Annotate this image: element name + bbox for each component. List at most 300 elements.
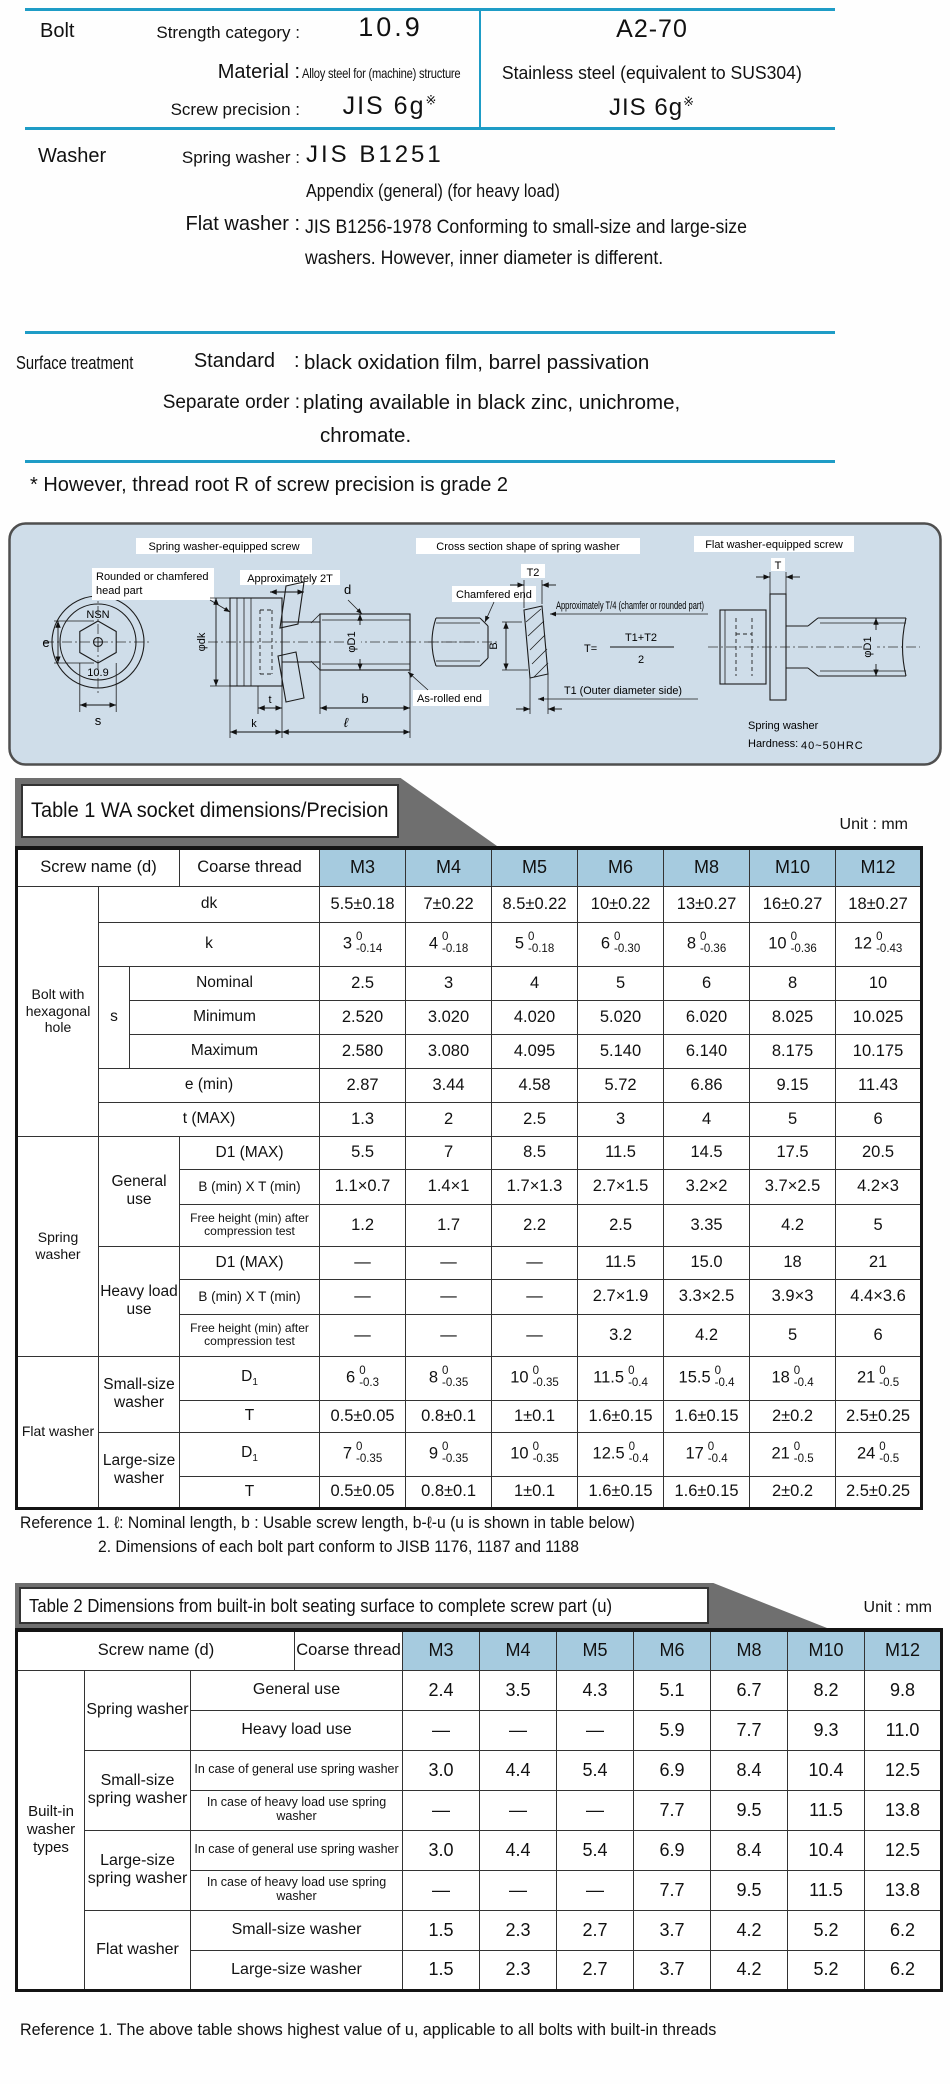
table-row-label: Large-size spring washer [85,1830,191,1910]
formula-numerator: T1+T2 [624,632,658,644]
screw-name-header: Screw name (d) [17,848,180,886]
table-value-cell: 7±0.22 [406,886,492,922]
table-value-cell: — [480,1710,557,1750]
table-value-cell: 12.5 0 -0.4 [578,1432,664,1476]
table-value-cell: 3.5 [480,1670,557,1710]
table-value-cell: 5.72 [578,1068,664,1102]
size-column-header: M6 [634,1630,711,1670]
table-value-cell: 3.44 [406,1068,492,1102]
table-row-label: s [99,966,130,1068]
table-value-cell: 6.7 [711,1670,788,1710]
divider-line [25,127,835,130]
table-value-cell: 3.0 [403,1830,480,1870]
table-value-cell: 18±0.27 [836,886,922,922]
table-value-cell: 3.9×3 [750,1279,836,1314]
table-value-cell: 2±0.2 [750,1476,836,1508]
table-row [17,1356,922,1400]
table-value-cell: 3 0 -0.14 [320,922,406,966]
table-value-cell: 2.520 [320,1000,406,1034]
table-value-cell: 7.7 [634,1790,711,1830]
table-value-cell: 4.4 [480,1750,557,1790]
table1-title-tab [15,778,920,846]
table-value-cell: 0.8±0.1 [406,1400,492,1432]
screw-name-header: Screw name (d) [17,1630,295,1670]
cross-section-title: Cross section shape of spring washer [436,541,620,553]
table-value-cell: 21 [836,1246,922,1279]
table-row [17,1910,942,1950]
table-value-cell: 2.5 [320,966,406,1000]
table-row-label: e (min) [99,1068,320,1102]
table-value-cell: 11.5 [578,1246,664,1279]
table-row-label: Small-size washer [99,1356,180,1432]
table-value-cell: 6 0 -0.30 [578,922,664,966]
as-rolled-end-label: As-rolled end [417,693,482,705]
spring-screw-title: Spring washer-equipped screw [148,541,300,553]
table-value-cell: 4.095 [492,1034,578,1068]
table-value-cell: 1.7×1.3 [492,1169,578,1204]
spring-washer-caption: Spring washer [748,720,819,732]
table1-title-box [21,784,399,838]
table-value-cell: — [320,1246,406,1279]
table-value-cell: 2.7 [557,1910,634,1950]
dim-T-label: T [774,560,782,572]
material-label: Material : [217,61,300,83]
size-column-header: M3 [320,848,406,886]
table-value-cell: 11.5 [788,1870,865,1910]
table-value-cell: 4 [664,1102,750,1136]
table-value-cell: — [403,1870,480,1910]
table-value-cell: 5 [750,1102,836,1136]
table-value-cell: 7 0 -0.35 [320,1432,406,1476]
table-value-cell: 2.3 [480,1910,557,1950]
table-row [17,966,922,1000]
table-value-cell: 13.8 [865,1870,942,1910]
table-value-cell: 2±0.2 [750,1400,836,1432]
screw-precision-right: JIS 6g※ [609,94,695,121]
table-value-cell: 8.2 [788,1670,865,1710]
dim-t-label: t [268,694,272,706]
divider-line [25,331,835,334]
table1-wa-socket-dimensions [15,846,923,1510]
table-group-label: Built-in washer types [17,1670,85,1990]
size-column-header: M5 [557,1630,634,1670]
table-value-cell: 9 0 -0.35 [406,1432,492,1476]
table-value-cell: 5 [836,1204,922,1246]
spring-washer-note: Appendix (general) (for heavy load) [306,181,560,201]
table-value-cell: 10.4 [788,1750,865,1790]
table-value-cell: 4.2×3 [836,1169,922,1204]
table-value-cell: 5.020 [578,1000,664,1034]
table-value-cell: — [492,1314,578,1356]
table-value-cell: 6.86 [664,1068,750,1102]
dim-t2-label: T2 [526,567,540,579]
table-value-cell: 3.080 [406,1034,492,1068]
table-value-cell: 6 [664,966,750,1000]
table-value-cell: — [480,1870,557,1910]
table-group-label: Spring washer [17,1136,99,1356]
flat-washer-value-line1: JIS B1256-1978 Conforming to small-size and large-size [305,217,747,238]
table-value-cell: 20.5 [836,1136,922,1169]
table-row [17,1136,922,1169]
table-value-cell: 2.87 [320,1068,406,1102]
divider-line [25,8,835,11]
table-value-cell: 8 0 -0.36 [664,922,750,966]
dim-l-label: ℓ [343,715,349,730]
table-value-cell: 1.7 [406,1204,492,1246]
strength-value-right: A2-70 [616,15,688,43]
table-value-cell: 3.35 [664,1204,750,1246]
table-value-cell: — [320,1279,406,1314]
table-row-label: General use [191,1670,403,1710]
table-value-cell: — [403,1790,480,1830]
table-value-cell: — [492,1246,578,1279]
table-value-cell: 0.5±0.05 [320,1476,406,1508]
table-row [17,1102,922,1136]
table-value-cell: 6.2 [865,1950,942,1990]
table1-reference-1: Reference 1. ℓ: Nominal length, b : Usable screw length, b-ℓ-u (u is shown in table below) [20,1514,635,1532]
dim-phidk-label: φdk [196,632,208,652]
table-value-cell: 9.3 [788,1710,865,1750]
table-value-cell: 13±0.27 [664,886,750,922]
screw-precision-footnote: * However, thread root R of screw precision is grade 2 [30,474,508,496]
table-value-cell: 2.5±0.25 [836,1400,922,1432]
table-value-cell: 10 0 -0.36 [750,922,836,966]
table-group-label: Bolt with hexagonal hole [17,886,99,1136]
flat-washer-label: Flat washer : [185,213,300,235]
formula-denominator: 2 [637,654,645,666]
table-value-cell: 10 [836,966,922,1000]
table-value-cell: 7.7 [711,1710,788,1750]
table-value-cell: 3.020 [406,1000,492,1034]
table-value-cell: 8.5±0.22 [492,886,578,922]
coarse-thread-header: Coarse thread [180,848,320,886]
table-value-cell: 4.2 [750,1204,836,1246]
table-value-cell: — [492,1279,578,1314]
size-column-header: M10 [750,848,836,886]
size-column-header: M3 [403,1630,480,1670]
table-value-cell: 5.1 [634,1670,711,1710]
table-value-cell: — [557,1870,634,1910]
table-value-cell: 5.4 [557,1750,634,1790]
spring-washer-label: Spring washer : [181,148,300,167]
table-row-label: k [99,922,320,966]
table-value-cell: — [406,1246,492,1279]
table-row-label: In case of general use spring washer [191,1830,403,1870]
table-value-cell: 6 [836,1314,922,1356]
table-row [17,1830,942,1870]
table2-title: Table 2 Dimensions from built-in bolt seating surface to complete screw part (u) [29,1594,613,1616]
table-value-cell: 5.2 [788,1910,865,1950]
table-value-cell: 1.1×0.7 [320,1169,406,1204]
dim-d-label: d [344,582,352,597]
table-value-cell: 10±0.22 [578,886,664,922]
table-row-label: Large-size washer [99,1432,180,1508]
table-value-cell: 6 0 -0.3 [320,1356,406,1400]
table-value-cell: 3.7×2.5 [750,1169,836,1204]
table-value-cell: 18 [750,1246,836,1279]
head-mark-top: NSN [86,609,110,621]
table-row-label: D1 (MAX) [180,1246,320,1279]
table-value-cell: 9.15 [750,1068,836,1102]
table-value-cell: 17.5 [750,1136,836,1169]
table2-reference: Reference 1. The above table shows highest value of u, applicable to all bolts with built-in threads [20,2020,717,2039]
table-value-cell: 15.5 0 -0.4 [664,1356,750,1400]
table-row [17,1432,922,1476]
table-value-cell: 8 [750,966,836,1000]
table-value-cell: 4.4 [480,1830,557,1870]
table-value-cell: 3 [578,1102,664,1136]
table-value-cell: 4.3 [557,1670,634,1710]
table-header-row [17,1630,942,1670]
separate-order-value-line2: chromate. [320,424,412,447]
table-value-cell: 2.580 [320,1034,406,1068]
table-value-cell: 8.4 [711,1830,788,1870]
table-row-label: $D_1$ [180,1356,320,1400]
table1-reference-2: 2. Dimensions of each bolt part conform to JISB 1176, 1187 and 1188 [98,1538,579,1556]
table-value-cell: 1.3 [320,1102,406,1136]
table-value-cell: 6.2 [865,1910,942,1950]
table-row-label: T [180,1476,320,1508]
table-row [17,1246,922,1279]
table-row-label: Flat washer [85,1910,191,1990]
table-value-cell: 11.5 0 -0.4 [578,1356,664,1400]
rounded-head-label-line1: Rounded or chamfered [96,571,209,583]
table-value-cell: 8.175 [750,1034,836,1068]
table-value-cell: 1.2 [320,1204,406,1246]
size-column-header: M4 [480,1630,557,1670]
table-value-cell: 18 0 -0.4 [750,1356,836,1400]
table-value-cell: 5 0 -0.18 [492,922,578,966]
size-column-header: M10 [788,1630,865,1670]
size-column-header: M12 [836,848,922,886]
table-value-cell: 2.5 [492,1102,578,1136]
dim-phid1-label: φD1 [346,631,358,653]
table-row-label: dk [99,886,320,922]
table-value-cell: 10.4 [788,1830,865,1870]
table-value-cell: 3.2 [578,1314,664,1356]
dim-k-label: k [251,718,257,730]
table-value-cell: 10.025 [836,1000,922,1034]
table-row-label: Small-size washer [191,1910,403,1950]
table-value-cell: — [557,1790,634,1830]
table-row-label: Small-size spring washer [85,1750,191,1830]
table-value-cell: 21 0 -0.5 [750,1432,836,1476]
table-row-label: Minimum [130,1000,320,1034]
table-value-cell: 2.2 [492,1204,578,1246]
table-value-cell: 1.6±0.15 [578,1400,664,1432]
table2-u-dimensions [15,1628,943,1992]
screw-precision-label: Screw precision : [170,100,300,119]
table-value-cell: 7.7 [634,1870,711,1910]
table-value-cell: 11.5 [578,1136,664,1169]
table-value-cell: — [320,1314,406,1356]
chamfered-end-label: Chamfered end [456,589,532,601]
table-value-cell: — [406,1279,492,1314]
table-value-cell: 2.5±0.25 [836,1476,922,1508]
table-value-cell: 11.0 [865,1710,942,1750]
table-value-cell: 12.5 [865,1830,942,1870]
dim-B-label: B [488,642,500,650]
rounded-head-label-line2: head part [96,585,143,597]
table-row-label: In case of heavy load use spring washer [191,1870,403,1910]
table-value-cell: 6.9 [634,1830,711,1870]
table-value-cell: 4.58 [492,1068,578,1102]
table-value-cell: 14.5 [664,1136,750,1169]
table-row [17,886,922,922]
t1-outer-label: T1 (Outer diameter side) [564,685,682,697]
strength-value-left: 10.9 [358,12,423,42]
separate-order-value-line1: plating available in black zinc, unichrome, [303,391,681,414]
table-value-cell: 2.5 [578,1204,664,1246]
table-row-label: Spring washer [85,1670,191,1750]
table-value-cell: 6.020 [664,1000,750,1034]
table-value-cell: 5 [578,966,664,1000]
table-value-cell: 1±0.1 [492,1400,578,1432]
table2-title-tab [15,1583,940,1628]
head-mark-bottom: 10.9 [87,667,109,679]
table-value-cell: 5.5 [320,1136,406,1169]
table-value-cell: — [406,1314,492,1356]
dim-phid1-flat-label: φD1 [862,636,874,658]
dim-b-label: b [361,691,369,706]
table-value-cell: 13.8 [865,1790,942,1830]
approx-2t-label: Approximately 2T [247,573,333,585]
table-group-label: Flat washer [17,1356,99,1508]
table-value-cell: 4.2 [711,1910,788,1950]
table-value-cell: 8.4 [711,1750,788,1790]
table-value-cell: 9.8 [865,1670,942,1710]
table-value-cell: 17 0 -0.4 [664,1432,750,1476]
strength-category-label: Strength category : [156,23,300,42]
formula-lhs: T= [584,643,598,655]
table-value-cell: 8 0 -0.35 [406,1356,492,1400]
table-value-cell: 12.5 [865,1750,942,1790]
table-row [17,1750,942,1790]
table-value-cell: 4.4×3.6 [836,1279,922,1314]
table2-unit-label: Unit : mm [863,1599,932,1616]
standard-value: black oxidation film, barrel passivation [304,351,650,374]
table-value-cell: 1.6±0.15 [664,1400,750,1432]
table-row-label: Maximum [130,1034,320,1068]
table-row [17,1068,922,1102]
divider-line [25,460,835,463]
table-value-cell: 6.9 [634,1750,711,1790]
size-column-header: M4 [406,848,492,886]
table-row-label: B (min) X T (min) [180,1279,320,1314]
table-value-cell: 5.5±0.18 [320,886,406,922]
table-value-cell: 9.5 [711,1790,788,1830]
standard-colon: : [294,350,300,372]
material-value-right: Stainless steel (equivalent to SUS304) [502,62,802,83]
table-value-cell: 2.4 [403,1670,480,1710]
spring-washer-value: JIS B1251 [306,141,444,168]
size-column-header: M5 [492,848,578,886]
table-row [17,922,922,966]
table-value-cell: 10 0 -0.35 [492,1432,578,1476]
table-header-row [17,848,922,886]
table-value-cell: 1.5 [403,1910,480,1950]
hardness-caption-value: 40~50HRC [801,740,864,752]
table-value-cell: 0.8±0.1 [406,1476,492,1508]
table-row-label: B (min) X T (min) [180,1169,320,1204]
table-row-label: Heavy load use [99,1246,180,1356]
table-value-cell: 1.4×1 [406,1169,492,1204]
technical-drawing-panel [8,522,942,766]
table2-title-box [19,1587,709,1624]
separate-order-label: Separate order : [162,392,300,413]
table-value-cell: 4.020 [492,1000,578,1034]
flat-washer-value-line2: washers. However, inner diameter is different. [305,248,664,269]
table-value-cell: 4.2 [711,1950,788,1990]
table-value-cell: 3.2×2 [664,1169,750,1204]
size-column-header: M12 [865,1630,942,1670]
table-value-cell: — [557,1710,634,1750]
standard-label: Standard [193,350,275,372]
table-row-label: t (MAX) [99,1102,320,1136]
flat-screw-title: Flat washer-equipped screw [705,539,843,551]
table-row-label: Heavy load use [191,1710,403,1750]
table-value-cell: 2 [406,1102,492,1136]
table-value-cell: 5.2 [788,1950,865,1990]
table-value-cell: 1.5 [403,1950,480,1990]
table-row-label: General use [99,1136,180,1246]
table-row-label: Nominal [130,966,320,1000]
table-value-cell: 0.5±0.05 [320,1400,406,1432]
table-value-cell: 3.7 [634,1910,711,1950]
table-row-label: $D_1$ [180,1432,320,1476]
table-value-cell: 4.2 [664,1314,750,1356]
table-value-cell: 1.6±0.15 [664,1476,750,1508]
table-value-cell: 2.7×1.9 [578,1279,664,1314]
table-value-cell: 5.140 [578,1034,664,1068]
table-value-cell: 10.175 [836,1034,922,1068]
size-column-header: M8 [664,848,750,886]
washer-section-label: Washer [38,145,107,167]
table-value-cell: 3.7 [634,1950,711,1990]
table-value-cell: 5.4 [557,1830,634,1870]
size-column-header: M8 [711,1630,788,1670]
table-row-label: T [180,1400,320,1432]
surface-treatment-label: Surface treatment [16,353,134,373]
size-column-header: M6 [578,848,664,886]
table-value-cell: 1±0.1 [492,1476,578,1508]
table-value-cell: 1.6±0.15 [578,1476,664,1508]
table-row-label: In case of general use spring washer [191,1750,403,1790]
coarse-thread-header: Coarse thread [295,1630,403,1670]
table-value-cell: 3.3×2.5 [664,1279,750,1314]
table-value-cell: 3 [406,966,492,1000]
table-row [17,1670,942,1710]
table-value-cell: 8.5 [492,1136,578,1169]
bolt-section-label: Bolt [40,20,75,42]
table-value-cell: 21 0 -0.5 [836,1356,922,1400]
table-row-label: D1 (MAX) [180,1136,320,1169]
table1-title: Table 1 WA socket dimensions/Precision [31,799,389,822]
table-value-cell: 8.025 [750,1000,836,1034]
table-row-label: Large-size washer [191,1950,403,1990]
table-value-cell: 3.0 [403,1750,480,1790]
table-value-cell: 16±0.27 [750,886,836,922]
table-value-cell: — [403,1710,480,1750]
table-value-cell: 12 0 -0.43 [836,922,922,966]
table-value-cell: 5 [750,1314,836,1356]
screw-precision-left: JIS 6g※ [342,92,439,120]
table-value-cell: 2.7×1.5 [578,1169,664,1204]
dim-e-label: e [42,635,50,650]
table-value-cell: 2.7 [557,1950,634,1990]
table-value-cell: 2.3 [480,1950,557,1990]
table-row [17,1000,922,1034]
